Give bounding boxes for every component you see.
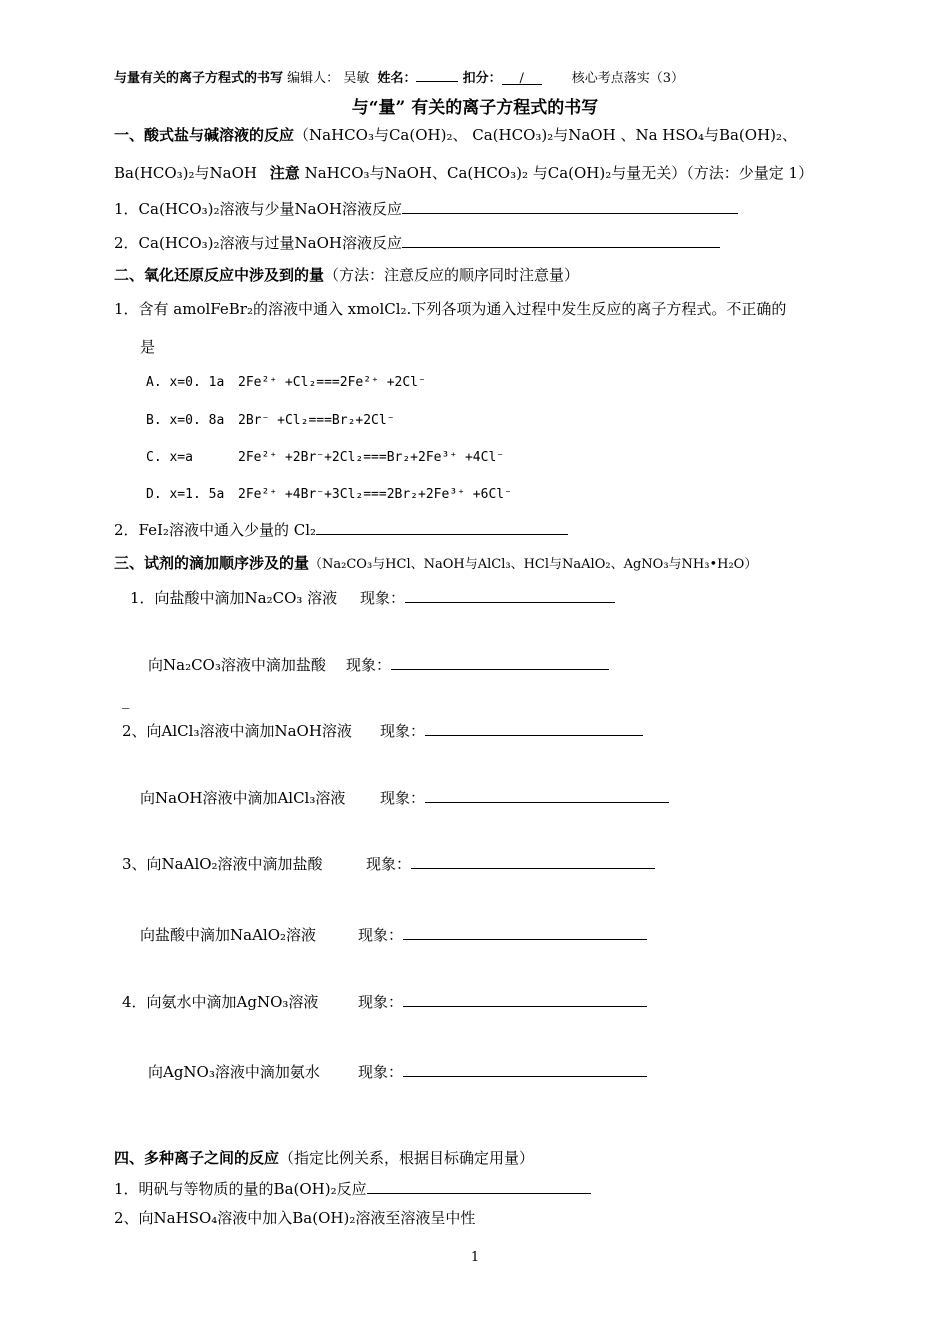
- option-a-key: A. x=0. 1a: [146, 375, 225, 390]
- s3-item-3-blank[interactable]: [425, 720, 643, 736]
- s1-note-label: 注意: [269, 164, 300, 182]
- phenomenon-label: 现象：: [360, 589, 406, 607]
- s3-item-1-blank[interactable]: [405, 587, 615, 603]
- option-c-key: C. x=a: [146, 450, 193, 465]
- header-line: [114, 66, 684, 89]
- s1-heading-rest: （NaHCO₃与Ca(OH)₂、 Ca(HCO₃)₂与NaOH 、Na HSO₄与Ba(OH)₂、: [294, 126, 798, 144]
- s1-line2-b: NaHCO₃与NaOH、Ca(HCO₃)₂ 与Ca(OH)₂与量无关）（方法：少量定 1）: [304, 164, 814, 182]
- s3-item-6: [140, 924, 647, 945]
- option-b-eq: 2Br⁻ +Cl₂===Br₂+2Cl⁻: [238, 413, 395, 428]
- s3-item-3: [122, 720, 643, 741]
- header-editor-label: 编辑人：: [287, 71, 340, 86]
- s3-item-2: [148, 654, 609, 675]
- phenomenon-label: 现象：: [380, 722, 426, 740]
- s1-line1: [114, 125, 797, 145]
- s1-q1-text: 1．Ca(HCO₃)₂溶液与少量NaOH溶液反应: [114, 200, 402, 218]
- s4-heading: 四、多种离子之间的反应: [114, 1149, 280, 1167]
- s3-item-2-blank[interactable]: [391, 654, 609, 670]
- s3-item-8-blank[interactable]: [403, 1061, 647, 1077]
- option-d[interactable]: [146, 485, 512, 505]
- s1-q1: [114, 198, 738, 219]
- option-c-eq: 2Fe²⁺ +2Br⁻+2Cl₂===Br₂+2Fe³⁺ +4Cl⁻: [238, 450, 505, 465]
- s4-q1-text: 1．明矾与等物质的量的Ba(OH)₂反应: [114, 1180, 367, 1198]
- s3-item-5-blank[interactable]: [411, 853, 655, 869]
- s3-item-7-text: 4．向氨水中滴加AgNO₃溶液: [122, 993, 319, 1011]
- s2-q2: [114, 519, 568, 540]
- s3-item-2-text: 向Na₂CO₃溶液中滴加盐酸: [148, 656, 326, 674]
- s3-item-4-blank[interactable]: [425, 787, 669, 803]
- option-c[interactable]: [146, 448, 504, 468]
- s3-heading-line: [114, 553, 757, 575]
- option-d-key: D. x=1. 5a: [146, 487, 225, 502]
- s4-q2: 2、向NaHSO₄溶液中加入Ba(OH)₂溶液至溶液呈中性: [114, 1209, 476, 1227]
- s2-heading-line: [114, 265, 579, 285]
- s1-line2-a: Ba(HCO₃)₂与NaOH: [114, 164, 257, 182]
- s3-item-6-blank[interactable]: [403, 924, 647, 940]
- score-separator: /: [519, 71, 524, 86]
- header-topic: 与量有关的离子方程式的书写: [114, 71, 284, 86]
- s1-line2: [114, 163, 813, 183]
- s3-item-8: [148, 1061, 647, 1082]
- s1-q1-blank[interactable]: [402, 198, 738, 214]
- phenomenon-label: 现象：: [346, 656, 392, 674]
- s3-item-8-text: 向AgNO₃溶液中滴加氨水: [148, 1063, 320, 1081]
- s3-item-7-blank[interactable]: [403, 991, 647, 1007]
- phenomenon-label: 现象：: [358, 1063, 404, 1081]
- option-b-key: B. x=0. 8a: [146, 413, 225, 428]
- s1-q2: [114, 232, 720, 253]
- s1-q2-text: 2．Ca(HCO₃)₂溶液与过量NaOH溶液反应: [114, 234, 402, 252]
- s2-heading: 二、氧化还原反应中涉及到的量: [114, 266, 325, 284]
- s4-q1-blank[interactable]: [367, 1178, 591, 1194]
- s3-heading: 三、试剂的滴加顺序涉及的量: [114, 554, 310, 572]
- s2-q2-blank[interactable]: [316, 519, 568, 535]
- s3-item-1-text: 1．向盐酸中滴加Na₂CO₃ 溶液: [130, 589, 338, 607]
- s2-q1-line1: 1．含有 amolFeBr₂的溶液中通入 xmolCl₂.下列各项为通入过程中发生反应的离子方程式。不正确的: [114, 300, 787, 318]
- s3-item-7: [122, 991, 647, 1012]
- header-series: 核心考点落实（3）: [571, 71, 685, 86]
- header-name-label: 姓名：: [377, 71, 417, 86]
- page-title: 与“量” 有关的离子方程式的书写: [351, 98, 599, 118]
- s1-q2-blank[interactable]: [402, 232, 720, 248]
- s2-q2-text: 2．FeI₂溶液中通入少量的 Cl₂: [114, 521, 317, 539]
- s3-item-5: [122, 853, 655, 874]
- phenomenon-label: 现象：: [380, 789, 426, 807]
- s3-item-6-text: 向盐酸中滴加NaAlO₂溶液: [140, 926, 317, 944]
- option-d-eq: 2Fe²⁺ +4Br⁻+3Cl₂===2Br₂+2Fe³⁺ +6Cl⁻: [238, 487, 512, 502]
- s2-heading-rest: （方法：注意反应的顺序同时注意量）: [324, 266, 580, 284]
- header-score-label: 扣分：: [462, 71, 502, 86]
- option-b[interactable]: [146, 411, 395, 431]
- option-a[interactable]: [146, 373, 426, 393]
- s3-item-4-text: 向NaOH溶液中滴加AlCl₃溶液: [140, 789, 346, 807]
- s1-heading: 一、酸式盐与碱溶液的反应: [114, 126, 295, 144]
- s3-heading-rest: （Na₂CO₃与HCl、NaOH与AlCl₃、HCl与NaAlO₂、AgNO₃与NH₃•H₂O）: [309, 557, 758, 572]
- phenomenon-label: 现象：: [366, 855, 412, 873]
- option-a-eq: 2Fe²⁺ +Cl₂===2Fe²⁺ +2Cl⁻: [238, 375, 426, 390]
- stray-mark: _: [122, 691, 130, 709]
- s3-item-3-text: 2、向AlCl₃溶液中滴加NaOH溶液: [122, 722, 352, 740]
- s3-item-5-text: 3、向NaAlO₂溶液中滴加盐酸: [122, 855, 323, 873]
- s3-item-4: [140, 787, 669, 808]
- name-blank[interactable]: [416, 66, 458, 82]
- phenomenon-label: 现象：: [358, 993, 404, 1011]
- header-editor: 吴敏: [343, 71, 370, 86]
- s4-heading-line: [114, 1148, 534, 1168]
- phenomenon-label: 现象：: [358, 926, 404, 944]
- s4-q1: [114, 1178, 591, 1199]
- score-blank[interactable]: [502, 69, 542, 85]
- s2-q1-line2: 是: [140, 338, 156, 356]
- page-number: 1: [470, 1250, 480, 1265]
- s3-item-1: [130, 587, 615, 608]
- s4-heading-rest: （指定比例关系，根据目标确定用量）: [279, 1149, 535, 1167]
